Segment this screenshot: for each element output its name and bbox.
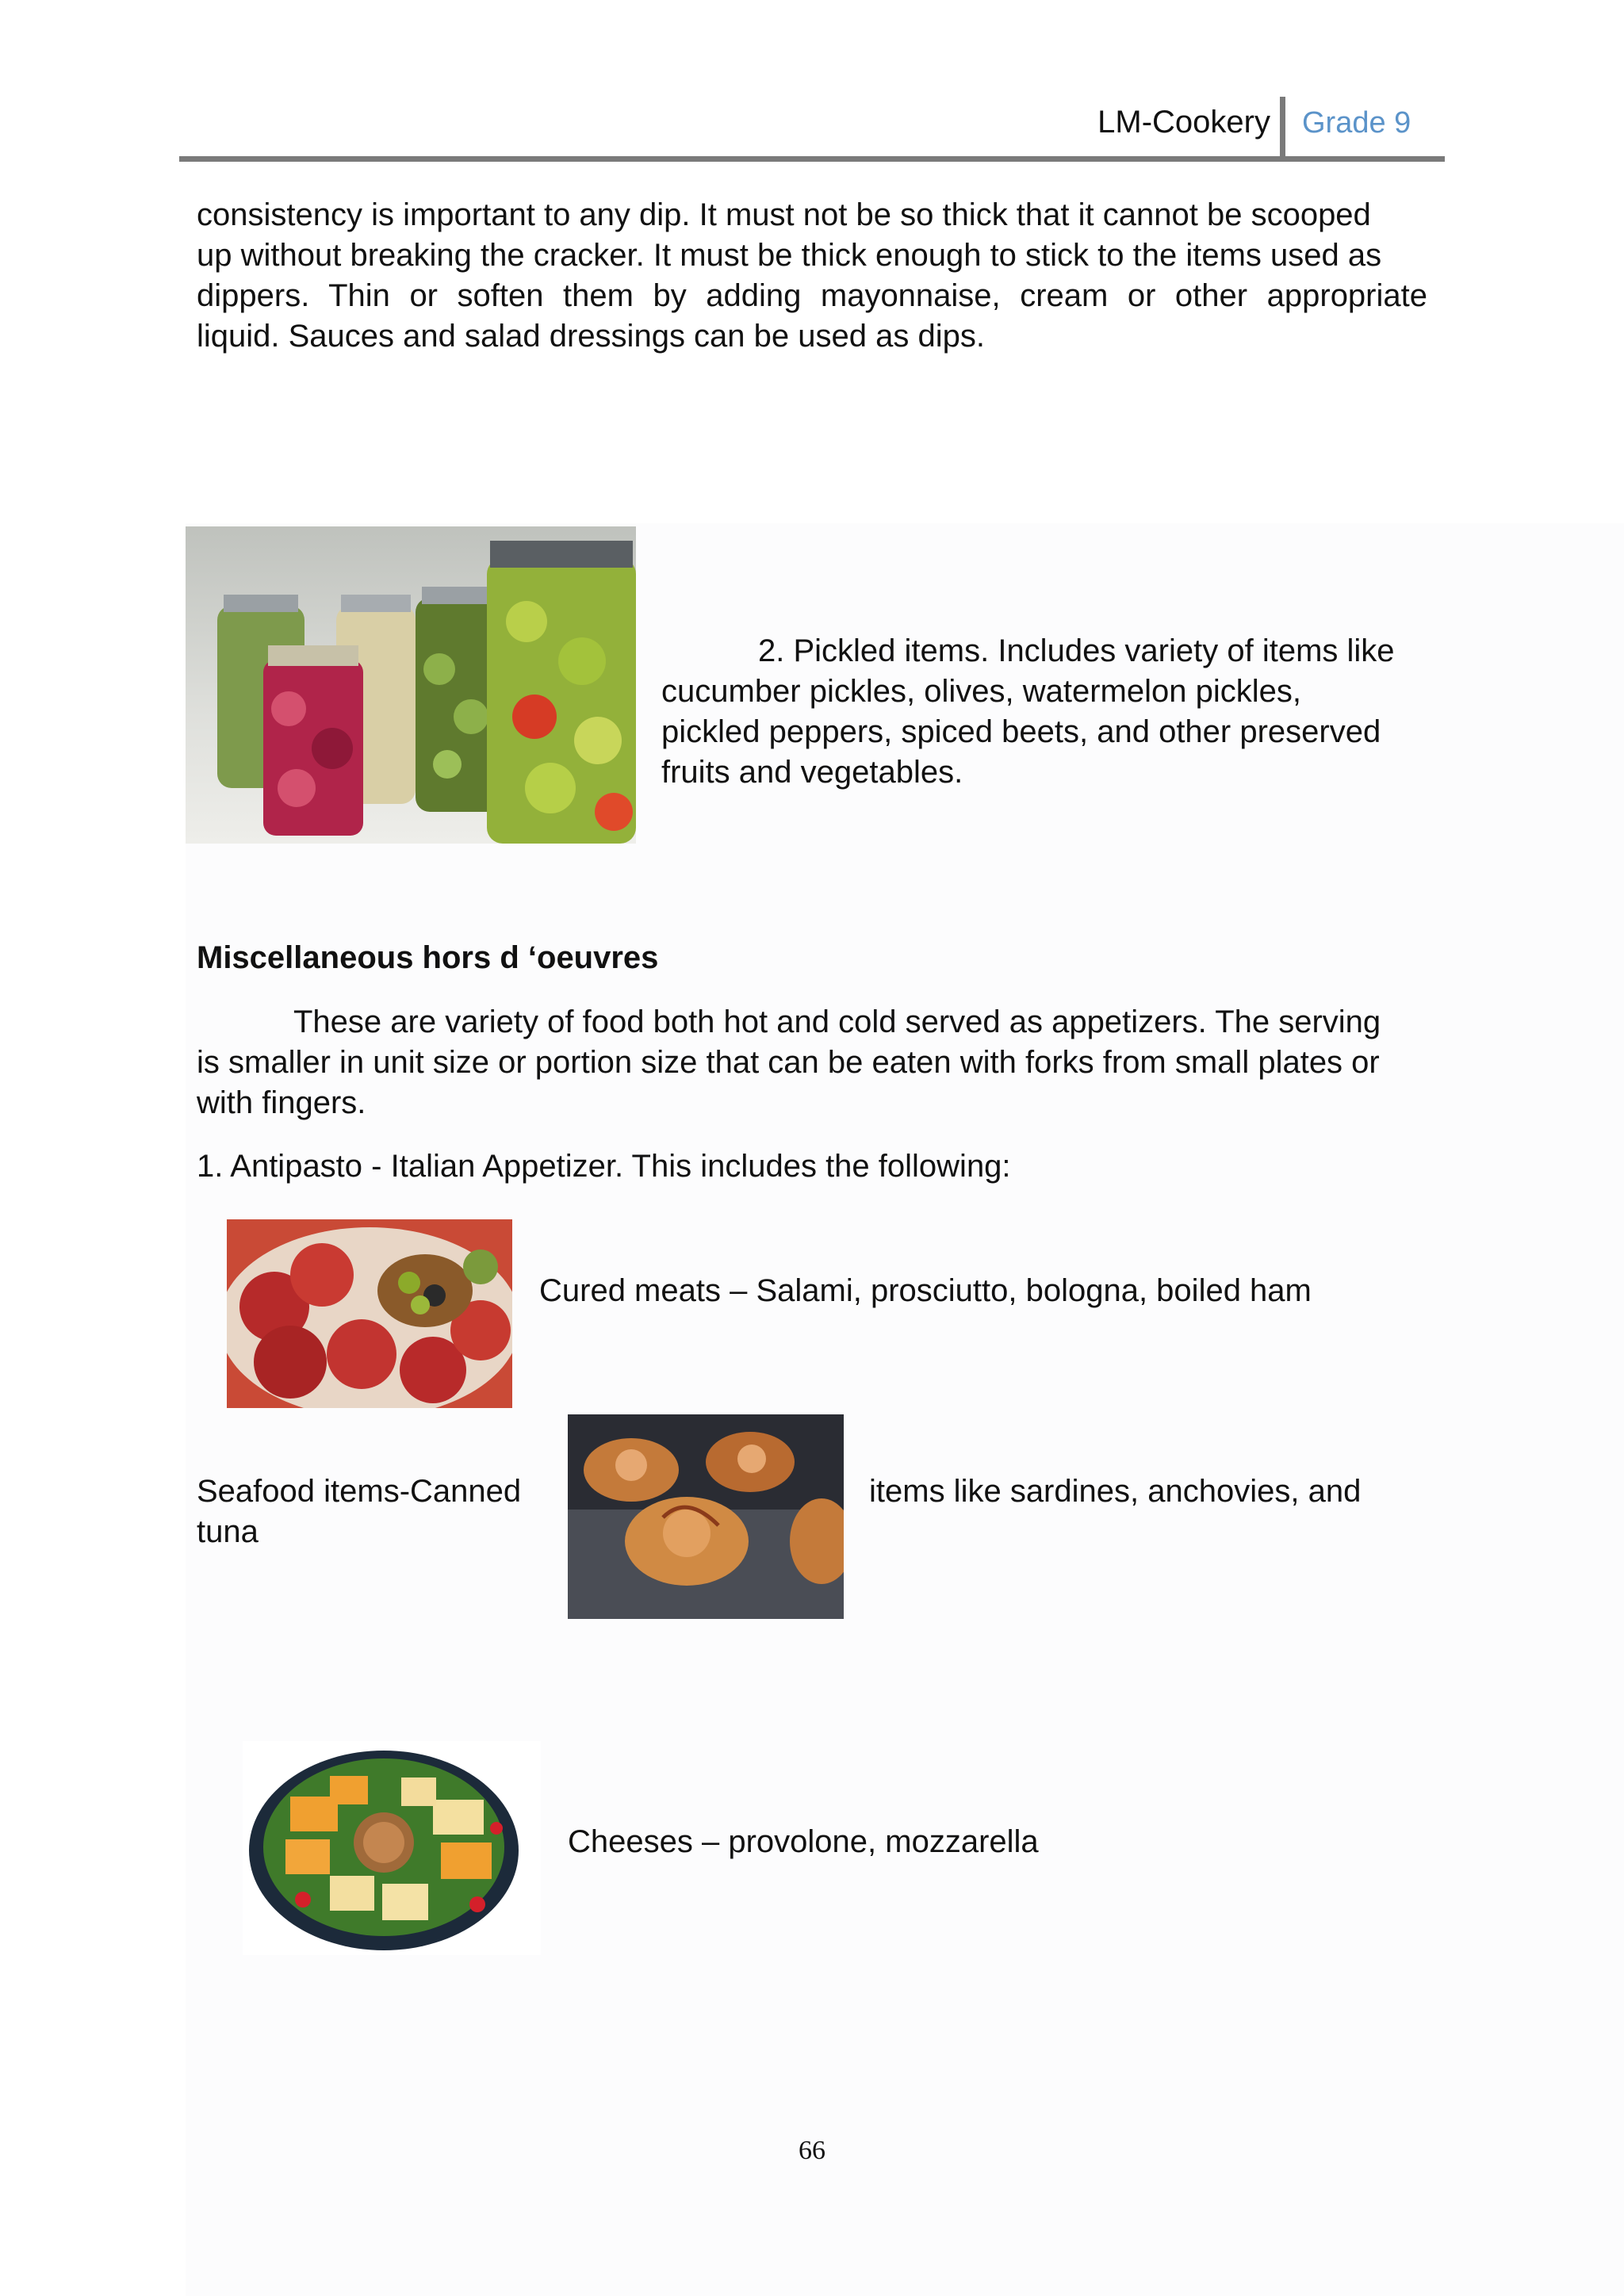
pickled-line: cucumber pickles, olives, watermelon pickles, [661,674,1301,709]
seafood-text-left [197,1471,546,1552]
seafood-line: tuna [197,1514,259,1549]
cured-meats-text: Cured meats – Salami, prosciutto, bologna, boiled ham [539,1273,1312,1308]
seafood-line: Seafood items-Canned [197,1474,522,1509]
misc-line: is smaller in unit size or portion size that can be eaten with forks from small plates or [197,1045,1380,1080]
pickled-line: 2. Pickled items. Includes variety of items like [758,633,1395,668]
header-divider [1280,97,1285,157]
antipasto-line: 1. Antipasto - Italian Appetizer. This includes the following: [197,1149,1011,1184]
intro-line: dippers. Thin or soften them by adding mayonnaise, cream or other appropriate [197,278,1427,313]
header-grade: Grade 9 [1302,106,1411,140]
page-number: 66 [799,2136,825,2165]
section-heading: Miscellaneous hors d ‘oeuvres [197,940,659,975]
seafood-image [568,1414,844,1619]
cheeses-text: Cheeses – provolone, mozzarella [568,1824,1039,1859]
intro-line: consistency is important to any dip. It must not be so thick that it cannot be scooped [197,197,1371,232]
pickled-line: pickled peppers, spiced beets, and other preserved [661,714,1381,749]
header-rule [179,156,1445,162]
misc-line: These are variety of food both hot and cold served as appetizers. The serving [293,1004,1381,1039]
pickled-items-paragraph [661,631,1427,793]
cheese-platter-image [243,1741,541,1955]
intro-paragraph [197,195,1427,357]
misc-paragraph [197,1002,1434,1123]
seafood-text-right: items like sardines, anchovies, and [869,1474,1362,1509]
cured-meats-image [227,1219,512,1408]
pickled-line: fruits and vegetables. [661,755,963,790]
intro-line: up without breaking the cracker. It must be thick enough to stick to the items used as [197,238,1382,273]
pickled-jars-image [186,526,636,844]
header-title: LM-Cookery [1097,105,1270,140]
intro-line: liquid. Sauces and salad dressings can be used as dips. [197,319,985,354]
misc-line: with fingers. [197,1085,366,1120]
